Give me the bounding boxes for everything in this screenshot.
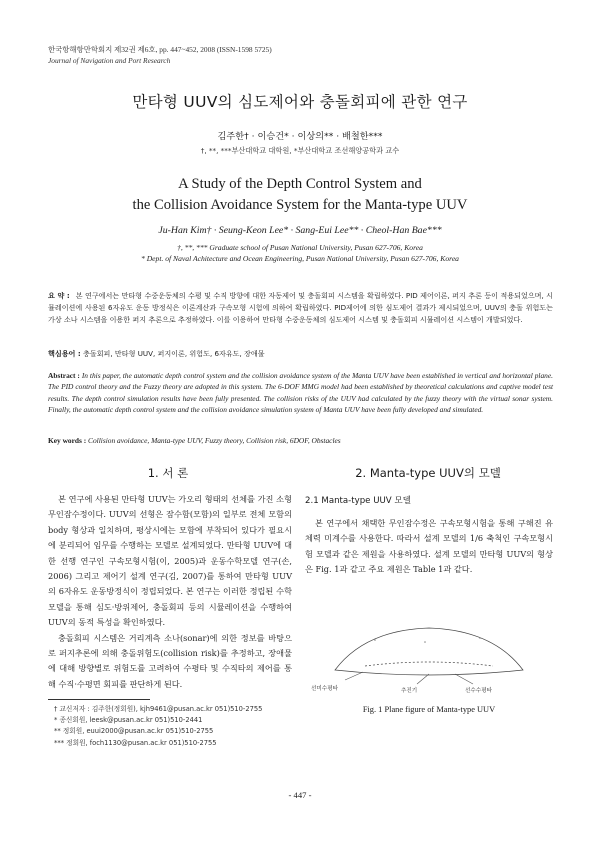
abstract-korean-label: 요 약 : [48,291,70,300]
title-en-line1: A Study of the Depth Control System and [178,176,422,192]
uuv-hull-outline [335,628,523,675]
paper-title-english [0,174,600,216]
journal-header [48,44,272,66]
left-column [48,492,292,692]
authors-english: Ju-Han Kim† · Seung-Keon Lee* · Sang-Eui Lee** · Cheol-Han Bae*** [158,225,442,236]
section-2-heading: 2. Manta-type UUV의 모델 [355,466,501,480]
keywords-english [48,436,553,445]
footnote-3: ** 정회원, euui2000@pusan.ac.kr 051)510-2755 [54,727,214,736]
abstract-english [48,370,553,416]
keywords-korean-label: 핵심용어 : [48,349,81,358]
abstract-korean [48,290,553,326]
page-number: - 447 - [288,790,312,800]
section-1-paragraph-1: 본 연구에 사용된 만타형 UUV는 가오리 형태의 선체를 가진 소형 무인잠수정이다. UUV의 선형은 잠수함(모함)의 일부로 전체 모함의 body 형상과 일치하며, 평상시에는 모함에 부착되어 있다가 필요시에 분리되어 임무를 수행하는 모델로 설계되었다. 만타형 UUV에 대한 선행 연구인 구속모형시험(이, 2005)과 운동수학모델 연구(손, 2006) 그리고 제어기 설계 연구(김, 2007)를 통하여 만타형 UUV의 6자유도 운동방정식이 정립되었다. 본 연구는 이러한 정립된 수학모델을 통해 심도·방위제어, 충돌회피 등의 시뮬레이션을 수행하여 UUV의 동적 특성을 확인하였다. [48,494,292,628]
affiliation-en-line2: * Dept. of Naval Achitecture and Ocean Engineering, Pusan National University, Pusan 627-706, Korea [141,254,459,263]
affiliation-en-line1: †, **, *** Graduate school of Pusan National University, Pusan 627-706, Korea [177,243,423,252]
abstract-korean-text: 본 연구에서는 만타형 수중운동체의 수평 및 수직 방향에 대한 자동제어 및 충돌회피 시스템을 확립하였다. PID 제어이론, 퍼지 추론 등이 적용되었으며, 시뮬레이션에 사용된 6자유도 운동 방정식은 이론계산과 구속모형 시험에 의하여 확립하였다. PID제어에 의한 심도제어 결과가 제시되었으며, UUV의 충돌 위험도는 가상 소나 시스템을 이용한 퍼지 추론으로 추정하였다. 이를 이용하여 만타형 수중운동체의 심도제어 시스템 및 충돌회피 시뮬레이션 시스템이 개발되었다. [48,291,554,324]
figure-label-bow-plane: 선수수평타 [465,688,493,694]
paper-title-korean: 만타형 UUV의 심도제어와 충돌회피에 관한 연구 [132,93,468,111]
footnote-4: *** 정회원, foch1130@pusan.ac.kr 051)510-2755 [54,738,217,747]
keywords-korean-text: 충돌회피, 만타형 UUV, 퍼지이론, 위험도, 6자유도, 장애물 [82,349,265,358]
figure-label-stern-plane: 선미수평타 [311,686,339,692]
figure-caption: Fig. 1 Plane figure of Manta-type UUV [362,705,496,714]
journal-citation: 한국항해항만학회지 제32권 제6호, pp. 447~452, 2008 (ISSN-1598 5725) [48,45,272,54]
footnotes [54,704,262,749]
right-column [305,516,553,578]
abstract-english-label: Abstract : [48,371,80,380]
authors-korean: 김주한† · 이승건* · 이상의** · 배철한*** [217,131,383,142]
subsection-2-1-heading: 2.1 Manta-type UUV 모델 [305,496,411,506]
keywords-english-label: Key words : [48,436,87,445]
figure-leaders [345,672,473,684]
footnote-2: * 종신회원, leesk@pusan.ac.kr 051)510-2441 [54,716,203,725]
footnote-rule [48,699,150,700]
figure-label-propeller: 추진기 [401,688,418,694]
journal-name: Journal of Navigation and Port Research [48,56,171,65]
title-en-line2: the Collision Avoidance System for the Manta-type UUV [132,197,468,213]
section-1-heading: 1. 서 론 [147,466,189,480]
affiliation-english [0,242,600,264]
keywords-korean [48,349,553,359]
section-2-paragraph-1: 본 연구에서 채택한 무인잠수정은 구속모형시험을 통해 구해진 유체력 미계수를 사용한다. 따라서 설계 모델의 1/6 축척인 구속모형시험 모델과 같은 제원을 사용하였다. 설계 모델의 만타형 UUV의 형상은 Fig. 1과 같고 주요 제원은 Table 1과 같다. [305,518,553,575]
affiliation-korean: †, **, ***부산대학교 대학원, *부산대학교 조선해양공학과 교수 [200,146,400,155]
footnote-1: † 교신저자 : 김주한(정회원), kjh9461@pusan.ac.kr 051)510-2755 [54,705,263,713]
uuv-plane-figure [305,600,553,700]
keywords-english-text: Collision avoidance, Manta-type UUV, Fuzzy theory, Collision risk, 6DOF, Obstacles [88,436,341,445]
section-1-paragraph-2: 충돌회피 시스템은 거리계측 소나(sonar)에 의한 정보를 바탕으로 퍼지추론에 의해 충돌위험도(collision risk)를 추정하고, 장애물에 대해 방향별로 위험도를 고려하여 수평타 및 수직타의 제어를 통해 수직·수평면 회피를 판단하게 된다. [48,632,292,689]
abstract-english-text: In this paper, the automatic depth control system and the collision avoidance system of the Manta UUV have been established in vertical and horizontal plane. The PID control theory and the Fuzzy theory are adopted in this system. The 6-DOF MMG model had been established by theoretical calculations and captive model test results. The depth control simulation results have been fully presented. The collision risks of the UUV had calculated by the fuzzy theory with the virtual sonar system. Finally, the automatic depth control system and the collision avoidance simulation system of Manta UUV have been fully developed and simulated. [48,371,554,415]
figure-dots [374,637,481,643]
